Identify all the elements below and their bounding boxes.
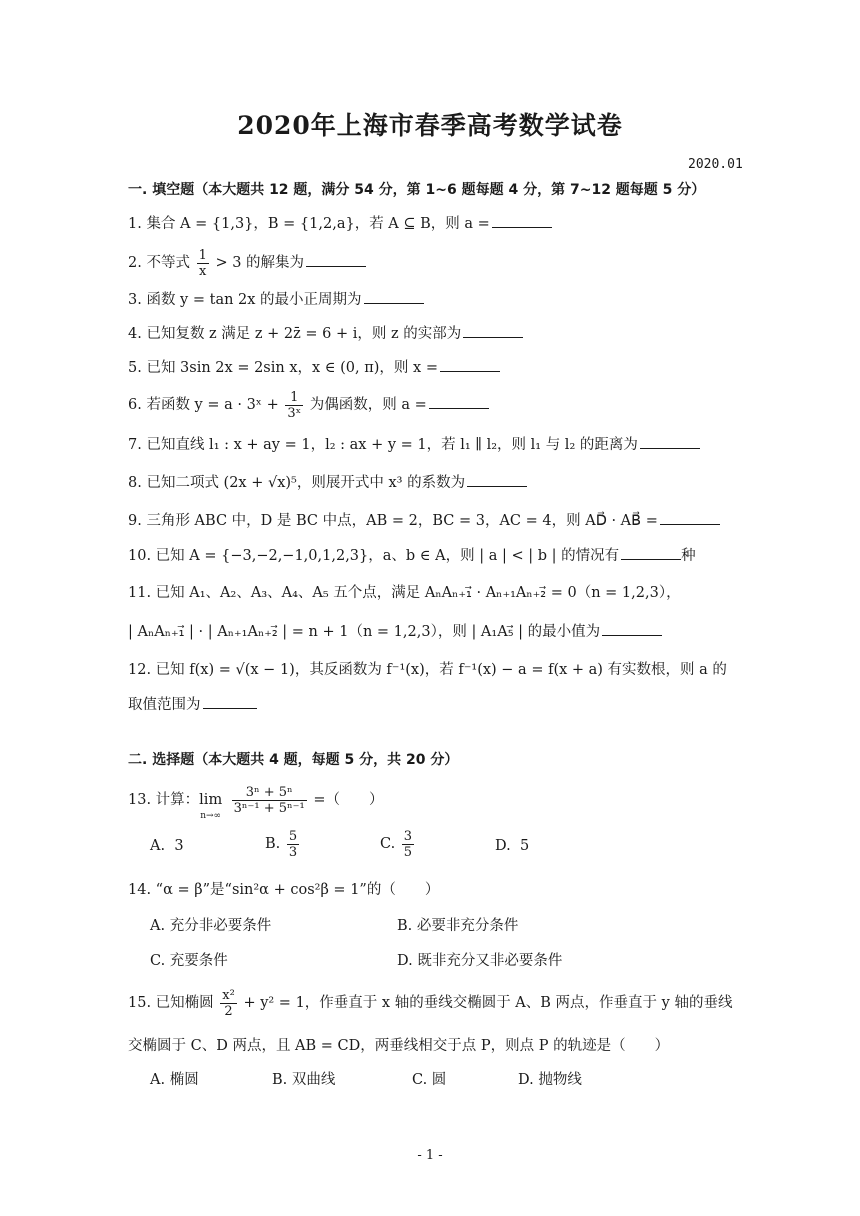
page-title: 2020年上海市春季高考数学试卷 [237,111,623,140]
question-3: 3. 函数 y = tan 2x 的最小正周期为 [128,289,424,310]
fraction: $\frac{1}{\text{3ˣ}}$ [287,389,302,421]
option-14-a[interactable]: A. 充分非必要条件 [150,918,272,934]
question-13: 13. 计算：limn→∞ $\frac{\text{3ⁿ + 5ⁿ}}{\text{3ⁿ⁻¹ + 5ⁿ⁻¹}}$ =（ ） [128,780,384,836]
question-1: 1. 集合 A = {1,3}，B = {1,2,a}，若 A ⊆ B，则 a = [128,213,552,234]
option-13-a[interactable]: A. 3 [150,838,184,854]
option-15-b[interactable]: B. 双曲线 [272,1072,336,1088]
answer-blank [429,394,489,409]
option-15-d[interactable]: D. 抛物线 [518,1072,582,1088]
question-11-line1: 11. 已知 A₁、A₂、A₃、A₄、A₅ 五个点，满足 AₙAₙ₊₁⃗ · Aₙ₊₁Aₙ₊₂⃗ = 0（n = 1,2,3）， [128,585,681,601]
option-14-b[interactable]: B. 必要非充分条件 [397,918,519,934]
answer-blank [660,510,720,525]
question-15-line2: 交椭圆于 C、D 两点，且 AB = CD，两垂线相交于点 P，则点 P 的轨迹是（ ） [128,1038,670,1054]
question-4: 4. 已知复数 z 满足 z + 2z̄ = 6 + i，则 z 的实部为 [128,323,523,344]
limit-subscript: n→∞ [200,811,222,821]
fraction: $\frac{1}{x}$ [198,247,207,279]
option-13-c[interactable]: C. $\frac{3}{5}$ [380,828,413,860]
fraction: $\frac{\text{x²}}{2}$ [222,987,235,1019]
question-8: 8. 已知二项式 (2x + √x)⁵，则展开式中 x³ 的系数为 [128,472,527,493]
fraction: $\frac{3}{5}$ [403,828,413,860]
answer-blank [467,472,527,487]
option-15-a[interactable]: A. 椭圆 [150,1072,199,1088]
answer-blank [440,357,500,372]
fraction: $\frac{\text{3ⁿ + 5ⁿ}}{\text{3ⁿ⁻¹ + 5ⁿ⁻¹}}$ [233,784,305,816]
question-2: 2. 不等式 $\frac{1}{x}$ > 3 的解集为 [128,246,366,280]
question-11-line2: | AₙAₙ₊₁⃗ | · | Aₙ₊₁Aₙ₊₂⃗ | = n + 1（n = 1,2,3），则 | A₁A₅⃗ | 的最小值为 [128,621,662,642]
option-15-c[interactable]: C. 圆 [412,1072,447,1088]
exam-date: 2020.01 [688,157,743,172]
section2-heading: 二. 选择题（本大题共 4 题，每题 5 分，共 20 分） [128,752,459,768]
option-14-c[interactable]: C. 充要条件 [150,953,228,969]
question-15-line1: 15. 已知椭圆 $\frac{\text{x²}}{2}$ + y² = 1，作垂直于 x 轴的垂线交椭圆于 A、B 两点，作垂直于 y 轴的垂线 [128,987,733,1019]
question-5: 5. 已知 3sin 2x = 2sin x，x ∈ (0, π)，则 x = [128,357,500,378]
answer-blank [203,694,257,709]
question-9: 9. 三角形 ABC 中，D 是 BC 中点，AB = 2，BC = 3，AC = 4，则 AD⃗ · AB⃗ = [128,510,720,531]
answer-blank [364,289,424,304]
question-14: 14. “α = β”是“sin²α + cos²β = 1”的（ ） [128,882,440,898]
page-number: - 1 - [417,1148,443,1163]
question-12-line1: 12. 已知 f(x) = √(x − 1)，其反函数为 f⁻¹(x)，若 f⁻¹(x) − a = f(x + a) 有实数根，则 a 的 [128,662,727,678]
question-12-line2: 取值范围为 [128,694,257,715]
answer-blank [640,434,700,449]
question-6: 6. 若函数 y = a · 3ˣ + $\frac{1}{\text{3ˣ}}$ 为偶函数，则 a = [128,388,489,422]
fraction: $\frac{5}{3}$ [288,828,298,860]
section1-heading: 一. 填空题（本大题共 12 题，满分 54 分，第 1~6 题每题 4 分，第 7~12 题每题 5 分） [128,182,706,198]
question-7: 7. 已知直线 l₁ : x + ay = 1，l₂ : ax + y = 1，若 l₁ ∥ l₂，则 l₁ 与 l₂ 的距离为 [128,434,700,455]
option-13-b[interactable]: B. $\frac{5}{3}$ [265,828,298,860]
option-13-d[interactable]: D. 5 [495,838,530,854]
option-14-d[interactable]: D. 既非充分又非必要条件 [397,953,563,969]
answer-blank [621,545,681,560]
answer-blank [602,621,662,636]
answer-blank [463,323,523,338]
question-10: 10. 已知 A = {−3,−2,−1,0,1,2,3}，a、b ∈ A，则 | a | < | b | 的情况有 种 [128,545,696,566]
answer-blank [306,252,366,267]
answer-blank [492,213,552,228]
